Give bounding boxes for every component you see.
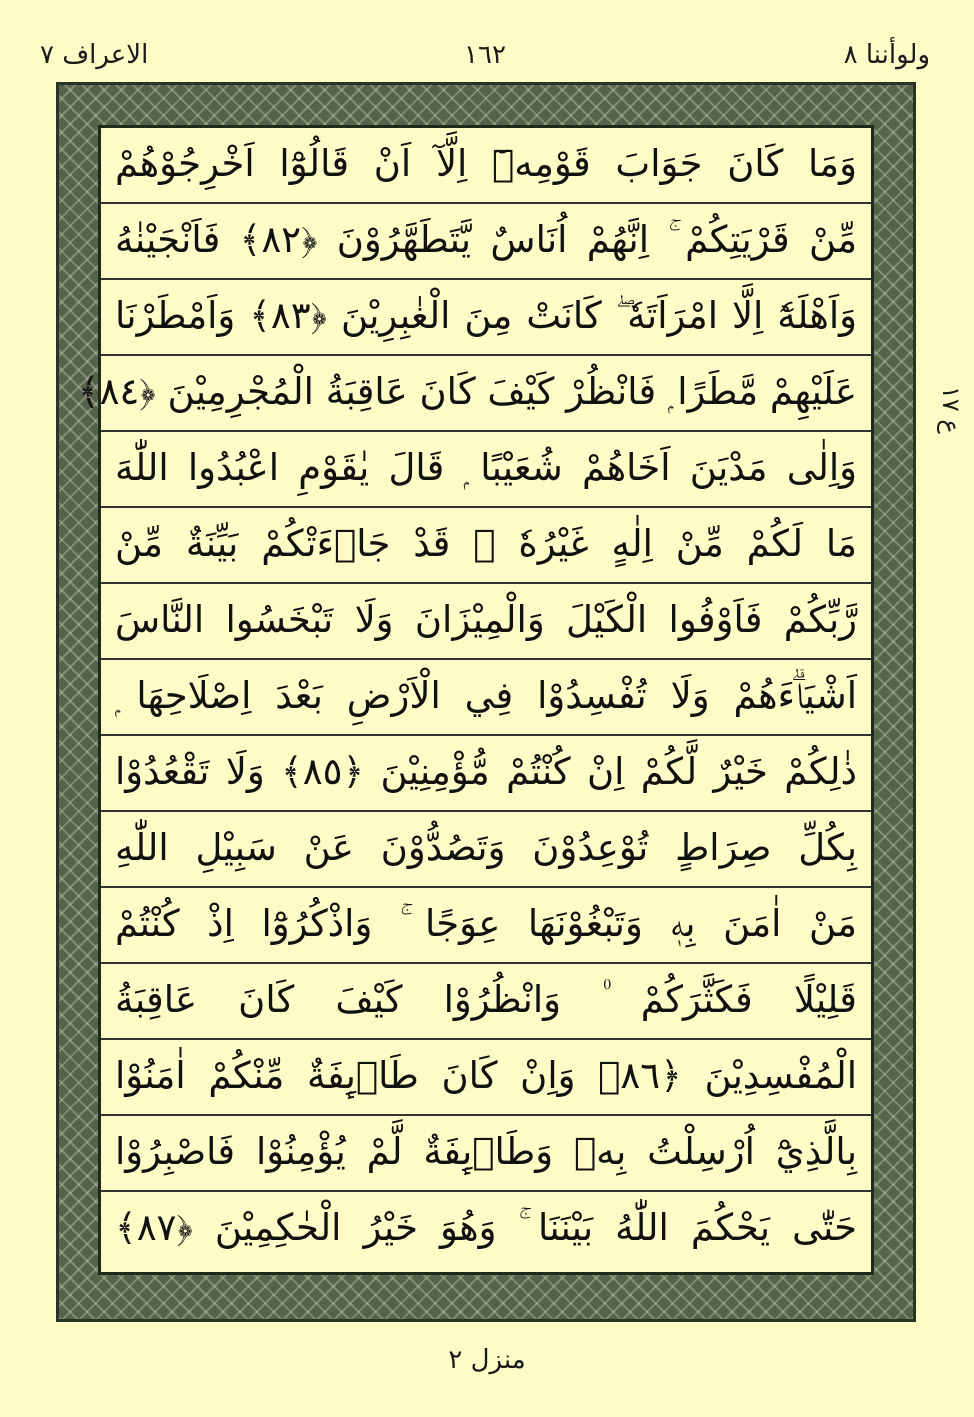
text-line-7: رَّبِّكُمْ فَاَوْفُوا الْكَيْلَ وَالْمِيْزَانَ وَلَا تَبْخَسُوا النَّاسَ bbox=[101, 584, 871, 660]
page-number: ١٦٢ bbox=[464, 40, 506, 70]
text-line-12: قَلِيْلًا فَكَثَّرَكُمْ ۠ وَانْظُرُوْا كَيْفَ كَانَ عَاقِبَةُ bbox=[101, 964, 871, 1040]
text-line-9: ذٰلِكُمْ خَيْرٌ لَّكُمْ اِنْ كُنْتُمْ مُّؤْمِنِيْنَ ﴿٨٥﴾ وَلَا تَقْعُدُوْا bbox=[101, 736, 871, 812]
text-line-3: وَاَهْلَهٗٓ اِلَّا امْرَاَتَهٗ ۖ كَانَتْ مِنَ الْغٰبِرِيْنَ ﴿٨٣﴾ وَاَمْطَرْنَا bbox=[101, 280, 871, 356]
manzil-footer: منزل ٢ bbox=[448, 1345, 526, 1375]
surah-title: الاعراف ٧ bbox=[40, 40, 149, 70]
text-line-1: وَمَا كَانَ جَوَابَ قَوْمِهٖٓ اِلَّآ اَنْ قَالُوْٓا اَخْرِجُوْهُمْ bbox=[101, 128, 871, 204]
juz-title: ولوأننا ٨ bbox=[843, 40, 930, 70]
text-line-4: عَلَيْهِمْ مَّطَرًا ۭ فَانْظُرْ كَيْفَ كَانَ عَاقِبَةُ الْمُجْرِمِيْنَ ﴿٨٤﴾ bbox=[101, 356, 871, 432]
ruku-marker: ع ١٧ bbox=[937, 386, 965, 434]
text-panel bbox=[77, 125, 874, 1275]
text-line-15: حَتّٰى يَحْكُمَ اللّٰهُ بَيْنَنَا ۚ وَهُوَ خَيْرُ الْحٰكِمِيْنَ ﴿٨٧﴾ bbox=[115, 1206, 857, 1249]
text-line-6: مَا لَكُمْ مِّنْ اِلٰهٍ غَيْرُهٗ ۭ قَدْ جَاۗءَتْكُمْ بَيِّنَةٌ مِّنْ bbox=[101, 508, 871, 584]
text-line-14: بِالَّذِيْٓ اُرْسِلْتُ بِهٖ وَطَاۗىِٕفَةٌ لَّمْ يُؤْمِنُوْا فَاصْبِرُوْا bbox=[101, 1116, 871, 1192]
text-line-5: وَاِلٰى مَدْيَنَ اَخَاهُمْ شُعَيْبًا ۭ قَالَ يٰقَوْمِ اعْبُدُوا اللّٰهَ bbox=[101, 432, 871, 508]
page-header bbox=[40, 30, 930, 80]
text-line-10: بِكُلِّ صِرَاطٍ تُوْعِدُوْنَ وَتَصُدُّوْنَ عَنْ سَبِيْلِ اللّٰهِ bbox=[101, 812, 871, 888]
text-line-2: مِّنْ قَرْيَتِكُمْ ۚ اِنَّهُمْ اُنَاسٌ يَّتَطَهَّرُوْنَ ﴿٨٢﴾ فَاَنْجَيْنٰهُ bbox=[101, 204, 871, 280]
text-line-8: اَشْيَاۗءَهُمْ وَلَا تُفْسِدُوْا فِي الْاَرْضِ بَعْدَ اِصْلَاحِهَا ۭ bbox=[101, 660, 871, 736]
text-line-13: الْمُفْسِدِيْنَ ﴿٨٦﴾ وَاِنْ كَانَ طَاۗىِٕفَةٌ مِّنْكُمْ اٰمَنُوْا bbox=[101, 1040, 871, 1116]
text-line-11: مَنْ اٰمَنَ بِهٖ وَتَبْغُوْنَهَا عِوَجًا ۚ وَاذْكُرُوْٓا اِذْ كُنْتُمْ bbox=[101, 888, 871, 964]
